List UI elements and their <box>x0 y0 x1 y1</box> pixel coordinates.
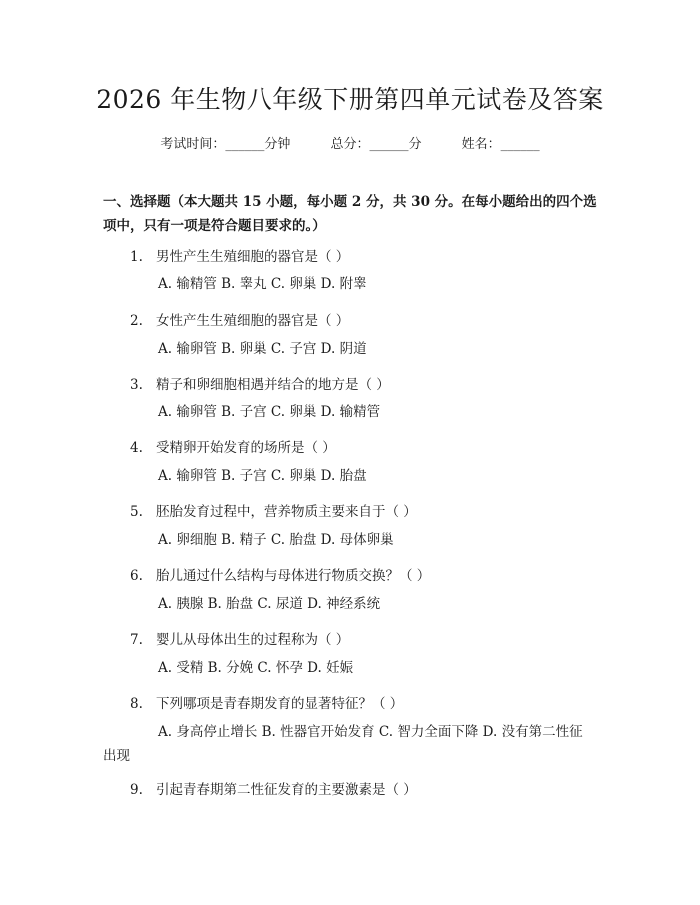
question-number: 4. <box>130 440 143 456</box>
question-number: 6. <box>130 568 143 584</box>
question-number: 9. <box>130 782 143 798</box>
question-text: 胚胎发育过程中，营养物质主要来自于（ ） <box>156 504 417 520</box>
question-8 <box>130 692 403 712</box>
name-field: 姓名：______ <box>461 137 540 152</box>
question-5 <box>130 500 417 520</box>
question-1 <box>130 245 349 265</box>
time-field: 考试时间：______分钟 <box>160 137 291 152</box>
question-text: 受精卵开始发育的场所是（ ） <box>156 440 336 456</box>
question-number: 3. <box>130 377 143 393</box>
question-text: 胎儿通过什么结构与母体进行物质交换？（ ） <box>156 568 431 584</box>
question-number: 2. <box>130 313 143 329</box>
question-text: 男性产生生殖细胞的器官是（ ） <box>156 249 350 265</box>
question-8-options: A. 身高停止增长 B. 性器官开始发育 C. 智力全面下降 D. 没有第二性征出现 <box>103 724 583 764</box>
question-7-options: A. 受精 B. 分娩 C. 怀孕 D. 妊娠 <box>158 660 354 676</box>
exam-meta <box>0 133 700 152</box>
question-text: 下列哪项是青春期发育的显著特征？（ ） <box>156 696 404 712</box>
question-number: 5. <box>130 504 143 520</box>
question-5-options: A. 卵细胞 B. 精子 C. 胎盘 D. 母体卵巢 <box>158 532 394 548</box>
question-4-options: A. 输卵管 B. 子宫 C. 卵巢 D. 胎盘 <box>158 468 367 484</box>
question-text: 婴儿从母体出生的过程称为（ ） <box>156 632 350 648</box>
question-6 <box>130 564 430 584</box>
question-9 <box>130 778 417 798</box>
question-number: 1. <box>130 249 143 265</box>
question-text: 精子和卵细胞相遇并结合的地方是（ ） <box>156 377 390 393</box>
question-1-options: A. 输精管 B. 睾丸 C. 卵巢 D. 附睾 <box>158 276 367 292</box>
exam-title: 2026 年生物八年级下册第四单元试卷及答案 <box>96 85 604 114</box>
score-field: 总分：______分 <box>330 137 422 152</box>
question-3-options: A. 输卵管 B. 子宫 C. 卵巢 D. 输精管 <box>158 404 381 420</box>
question-number: 7. <box>130 632 143 648</box>
question-text: 女性产生生殖细胞的器官是（ ） <box>156 313 350 329</box>
section-heading: 一、选择题（本大题共 15 小题，每小题 2 分，共 30 分。在每小题给出的四个选项中，只有一项是符合题目要求的。） <box>103 194 597 234</box>
question-3 <box>130 373 390 393</box>
question-6-options: A. 胰腺 B. 胎盘 C. 尿道 D. 神经系统 <box>158 596 381 612</box>
question-2 <box>130 309 349 329</box>
question-number: 8. <box>130 696 143 712</box>
question-2-options: A. 输卵管 B. 卵巢 C. 子宫 D. 阴道 <box>158 341 367 357</box>
question-4 <box>130 436 336 456</box>
question-7 <box>130 628 349 648</box>
question-text: 引起青春期第二性征发育的主要激素是（ ） <box>156 782 417 798</box>
